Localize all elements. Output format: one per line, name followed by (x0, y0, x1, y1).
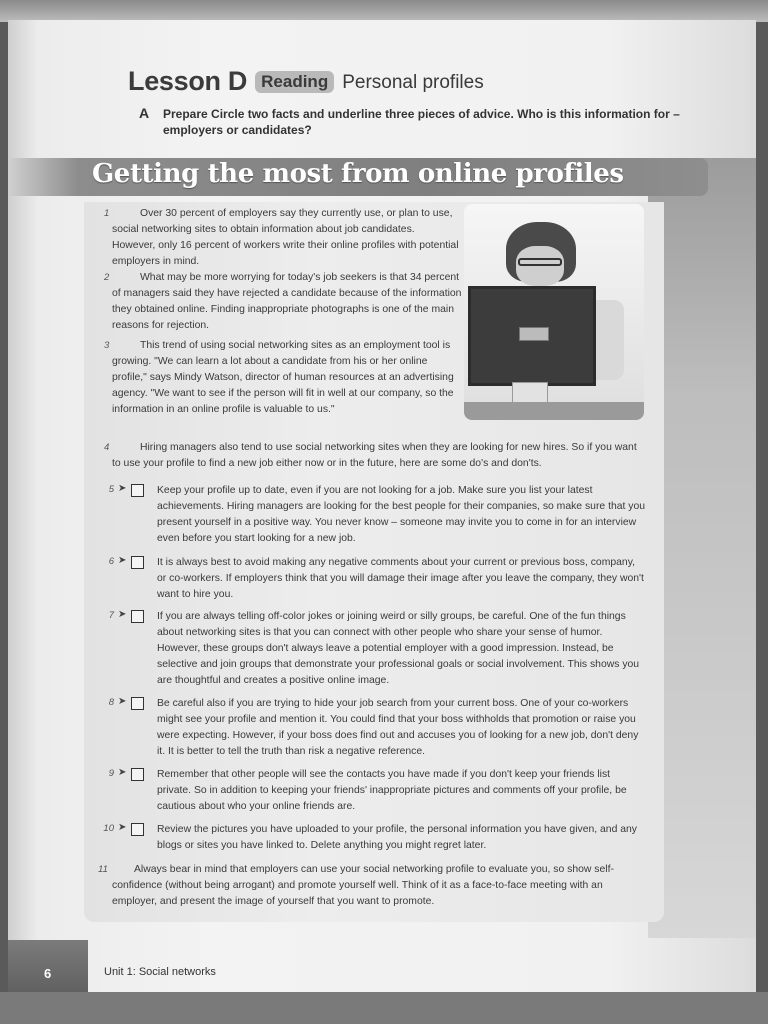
answer-checkbox[interactable] (131, 484, 144, 497)
advice-number: 10 (103, 823, 114, 834)
lesson-title: Lesson D (128, 66, 248, 96)
paragraph-number: 2 (104, 272, 110, 283)
answer-checkbox[interactable] (131, 823, 144, 836)
lesson-heading (128, 66, 484, 97)
paragraph-4: Hiring managers also tend to use social networking sites when they are looking for new hires. So if you want to use your profile to find a new job either now or in the future, here are some do's and don'ts. (112, 442, 637, 469)
arrow-icon: ➤ (118, 483, 127, 494)
advice-text: Review the pictures you have uploaded to your profile, the personal information you have given, and any blogs or sites you have linked to. Delete anything you might regret later. (157, 824, 637, 851)
reading-badge: Reading (255, 71, 334, 93)
instruction-letter: A (139, 105, 150, 121)
answer-checkbox[interactable] (131, 697, 144, 710)
arrow-icon: ➤ (118, 555, 127, 566)
advice-number: 6 (108, 556, 114, 567)
paragraph-number: 11 (98, 864, 108, 875)
right-margin-shade (648, 158, 756, 938)
paragraph-3: This trend of using social networking sites as an employment tool is growing. "We can learn a lot about a candidate from his or her online profile," says Mindy Watson, director of human resources at an advertising agency. "We want to see if the person will fit in well at our company, so the information in an online profile is valuable to us." (112, 340, 454, 415)
arrow-icon: ➤ (118, 767, 127, 778)
textbook-page (8, 20, 756, 992)
paragraph-1: Over 30 percent of employers say they currently use, or plan to use, social networking sites to obtain information about job candidates. However, only 16 percent of workers write their online profiles with potential employers in mind. (112, 208, 459, 267)
advice-text: If you are always telling off-color jokes or joining weird or silly groups, be careful. One of the fun things about networking sites is that you can connect with other people who share your sense of humor. However, these groups don't always leave a potential employer with a good impression. Instead, be selective and join groups that demonstrate your professional goals or social involvement. This shows you are thoughtful and creates a positive online image. (157, 611, 640, 686)
paragraph-number: 4 (104, 442, 110, 453)
answer-checkbox[interactable] (131, 556, 144, 569)
lesson-subtitle: Personal profiles (342, 72, 484, 93)
monitor-stand (512, 382, 548, 404)
page-number: 6 (44, 966, 52, 981)
arrow-icon: ➤ (118, 609, 127, 620)
advice-number: 9 (108, 768, 114, 779)
monitor-label (519, 327, 549, 341)
advice-number: 5 (108, 484, 114, 495)
glasses-icon (518, 258, 562, 266)
paragraph-2: What may be more worrying for today's job seekers is that 34 percent of managers said they have rejected a candidate because of the information they obtained online. Finding inappropriate photographs is one of the main reasons for rejection. (112, 272, 462, 331)
scan-top-edge (0, 0, 768, 22)
advice-text: Keep your profile up to date, even if you are not looking for a job. Make sure you list your latest achievements. Hiring managers are looking for the best people for their companies, so make sure that you present yourself in a positive way. You never know – someone may invite you to come in for an interview even before you start looking for a new job. (157, 485, 646, 544)
desk (464, 402, 644, 420)
instruction-text: Prepare Circle two facts and underline three pieces of advice. Who is this information for – employers or candidates? (163, 107, 680, 137)
advice-number: 7 (108, 610, 114, 621)
photo-face (516, 246, 564, 286)
paragraph-number: 1 (104, 208, 110, 219)
advice-text: Be careful also if you are trying to hide your job search from your current boss. One of your co-workers might see your profile and mention it. You could find that your boss withholds that promotion or raise you were expecting. However, if your boss does find out and accuses you of looking for a new job, don't deny it. It is better to tell the truth than risk a negative reference. (157, 698, 639, 757)
advice-text: It is always best to avoid making any negative comments about your current or previous boss, company, or co-workers. If employers think that you will damage their image after you leave the company, they won't want to hire you. (157, 557, 644, 600)
arrow-icon: ➤ (118, 696, 127, 707)
answer-checkbox[interactable] (131, 768, 144, 781)
paragraph-11: Always bear in mind that employers can use your social networking profile to evaluate you, so show self-confidence (without being arrogant) and promote yourself well. Think of it as a face-to-face meeting with an employer, and present the image of yourself that you want to promote. (112, 864, 614, 907)
unit-label: Unit 1: Social networks (104, 966, 216, 978)
scan-bottom-edge (0, 992, 768, 1024)
advice-text: Remember that other people will see the contacts you have made if you don't keep your friends list private. So in addition to keeping your friends' inappropriate pictures and comments off your profile, be cautious about who your online friends are. (157, 769, 627, 812)
article-title: Getting the most from online profiles (92, 159, 624, 189)
arrow-icon: ➤ (118, 822, 127, 833)
article-photo (464, 204, 644, 420)
instruction (139, 105, 715, 138)
monitor-icon (468, 286, 596, 386)
answer-checkbox[interactable] (131, 610, 144, 623)
advice-number: 8 (108, 697, 114, 708)
paragraph-number: 3 (104, 340, 110, 351)
